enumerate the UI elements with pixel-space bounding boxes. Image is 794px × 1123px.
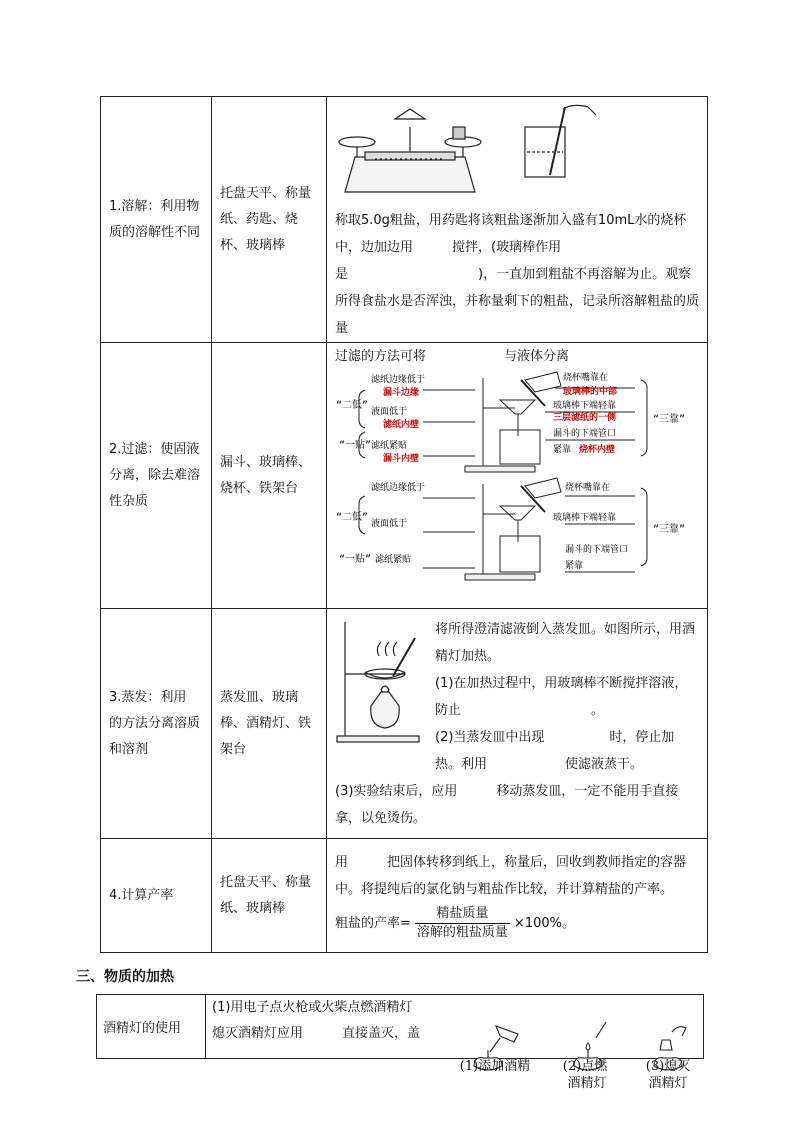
step-cell: 1.溶解：利用物质的溶解性不同 xyxy=(101,97,212,343)
balance-and-beaker-figure xyxy=(335,97,695,207)
annotation-text: 滤纸边缘低于 xyxy=(371,375,426,385)
answer-text: 漏斗内壁 xyxy=(383,454,420,464)
caption-light: (2)点燃 xyxy=(562,1059,608,1074)
annotation-text: 紧靠 xyxy=(565,561,584,571)
caption-extinguish-lamp: 酒精灯 xyxy=(648,1076,688,1091)
procedure-cell xyxy=(327,839,708,953)
annotation-text: 液面低于 xyxy=(371,407,408,417)
procedure-cell xyxy=(327,609,708,839)
yitie-label: “一贴” xyxy=(339,440,372,451)
annotation-text: 玻璃棒下端轻靠 xyxy=(553,401,617,411)
evaporation-figure xyxy=(335,616,429,744)
heating-line: 熄灭酒精灯应用 直接盖灭，盖 xyxy=(212,1026,421,1041)
annotation-text: 滤纸紧贴 xyxy=(375,555,412,565)
experiment-table xyxy=(100,96,708,953)
procedure-text: 称取5.0g粗盐，用药匙将该粗盐逐渐加入盛有10mL水的烧杯中，边加边用 搅拌，(玻璃棒作用是 )，一直加到粗盐不再溶解为止。观察所得食盐水是否浑浊，并称量剩下的粗盐，记录所溶解粗盐的质量 xyxy=(335,213,700,336)
annotation-text: 烧杯嘴靠在 xyxy=(563,373,609,383)
caption-add-alcohol: (1)添加酒精 xyxy=(459,1059,531,1074)
annotation-text: 滤纸边缘低于 xyxy=(371,483,426,493)
alcohol-lamp-figures xyxy=(456,1018,716,1118)
filtration-figure-blank xyxy=(335,476,699,582)
step-cell: 4.计算产率 xyxy=(101,839,212,953)
formula-denominator: 溶解的粗盐质量 xyxy=(416,925,508,940)
formula-numerator: 精盐质量 xyxy=(415,905,510,924)
yitie-label: “一贴” xyxy=(339,554,372,565)
step-cell: 3.蒸发：利用 的方法分离溶质和溶剂 xyxy=(101,609,212,839)
table-row xyxy=(101,839,708,953)
sankao-label: “三靠” xyxy=(653,524,686,535)
step-cell: 2.过滤：使固液分离，除去难溶性杂质 xyxy=(101,343,212,609)
annotation-text: 玻璃棒下端轻靠 xyxy=(553,513,617,523)
table-row xyxy=(101,609,708,839)
answer-text: 烧杯内壁 xyxy=(579,445,616,455)
sankao-label: “三靠” xyxy=(653,414,686,425)
apparatus-cell: 托盘天平、称量纸、药匙、烧杯、玻璃棒 xyxy=(212,97,327,343)
caption-light-lamp: 酒精灯 xyxy=(567,1076,607,1091)
table-row xyxy=(101,97,708,343)
annotation-text: 液面低于 xyxy=(371,519,408,529)
section-title: 三、物质的加热 xyxy=(76,969,174,985)
answer-text: 漏斗边缘 xyxy=(383,388,420,398)
procedure-text: 用 把固体转移到纸上，称量后，回收到教师指定的容器中。将提纯后的氯化钠与粗盐作比较，并计算精盐的产率。 xyxy=(335,855,687,897)
erdi-label: “二低” xyxy=(336,512,369,523)
annotation-text: 紧靠 xyxy=(553,445,572,455)
apparatus-cell: 蒸发皿、玻璃棒、酒精灯、铁架台 xyxy=(212,609,327,839)
formula-prefix: 粗盐的产率= xyxy=(335,916,411,931)
procedure-text: 将所得澄清滤液倒入蒸发皿。如图所示，用酒精灯加热。 xyxy=(435,621,696,664)
apparatus-cell: 托盘天平、称量纸、玻璃棒 xyxy=(212,839,327,953)
apparatus-cell: 漏斗、玻璃棒、烧杯、铁架台 xyxy=(212,343,327,609)
answer-text: 玻璃棒的中部 xyxy=(563,387,618,397)
filtration-figure-annotated xyxy=(335,370,699,476)
table-row xyxy=(101,343,708,609)
procedure-cell xyxy=(327,343,708,609)
heating-line: (1)用电子点火枪或火柴点燃酒精灯 xyxy=(212,1000,413,1015)
answer-text: 滤纸内壁 xyxy=(383,420,420,430)
formula-suffix: ×100%。 xyxy=(513,916,575,931)
procedure-text: (1)在加热过程中，用玻璃棒不断搅拌溶液，防止 。 xyxy=(435,675,688,718)
row-label: 酒精灯的使用 xyxy=(97,995,206,1059)
annotation-text: 滤纸紧贴 xyxy=(371,441,408,451)
annotation-text: 漏斗的下端管口 xyxy=(553,429,617,439)
erdi-label: “二低” xyxy=(336,400,369,411)
procedure-text: (3)实验结束后，应用 移动蒸发皿，一定不能用手直接拿，以免烫伤。 xyxy=(335,783,679,826)
procedure-cell xyxy=(327,97,708,343)
annotation-text: 漏斗的下端管口 xyxy=(565,545,629,555)
caption-extinguish: (3)熄灭 xyxy=(645,1059,691,1074)
answer-text: 三层滤纸的一侧 xyxy=(553,413,617,423)
yield-formula xyxy=(335,905,699,942)
annotation-text: 烧杯嘴靠在 xyxy=(565,483,611,493)
formula-fraction xyxy=(415,905,510,942)
procedure-text: (2)当蒸发皿中出现 时，停止加热。利用 使滤液蒸干。 xyxy=(435,729,675,772)
procedure-text: 过滤的方法可将 与液体分离 xyxy=(335,349,570,364)
